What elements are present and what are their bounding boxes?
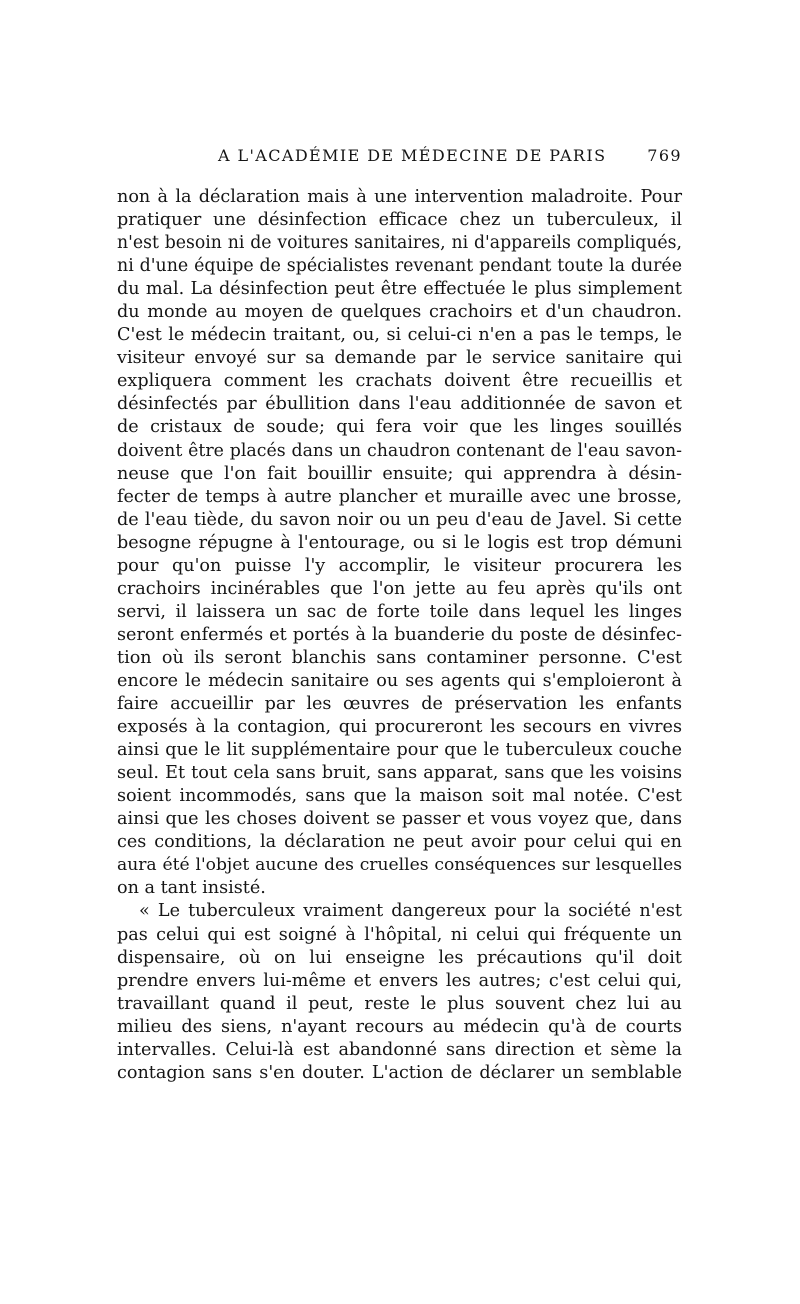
text-line: on a tant insisté. [117,878,266,899]
text-line: de l'eau tiède, du savon noir ou un peu d'eau de Javel. Si cette [117,509,682,530]
text-line: neuse que l'on fait bouillir ensuite; qui apprendra à désin- [117,463,682,484]
text-line: désinfectés par ébullition dans l'eau additionnée de savon et [117,394,682,415]
paragraph [117,186,682,900]
running-title: A L'ACADÉMIE DE MÉDECINE DE PARIS [218,146,607,165]
text-line: soient incommodés, sans que la maison soit mal notée. C'est [117,786,682,807]
text-line: seul. Et tout cela sans bruit, sans apparat, sans que les voisins [117,763,682,784]
text-line: pas celui qui est soigné à l'hôpital, ni celui qui fréquente un [117,924,682,945]
text-line: fecter de temps à autre plancher et muraille avec une brosse, [117,486,682,507]
text-line: besogne répugne à l'entourage, ou si le logis est trop démuni [117,532,682,553]
text-line: tion où ils seront blanchis sans contaminer personne. C'est [117,647,682,668]
text-line: ainsi que les choses doivent se passer et vous voyez que, dans [117,809,682,830]
paragraph [117,900,682,1084]
text-line: du monde au moyen de quelques crachoirs et d'un chaudron. [117,302,682,323]
text-line: travaillant quand il peut, reste le plus souvent chez lui au [117,993,682,1014]
page-number: 769 [647,146,682,165]
text-line: non à la déclaration mais à une intervention maladroite. Pour [117,187,682,207]
text-line: « Le tuberculeux vraiment dangereux pour la société n'est [139,901,682,922]
text-line: n'est besoin ni de voitures sanitaires, ni d'appareils compliqués, [117,233,682,254]
text-line: exposés à la contagion, qui procureront les secours en vivres [117,717,682,738]
text-line: C'est le médecin traitant, ou, si celui-ci n'en a pas le temps, le [117,325,682,346]
text-line: intervalles. Celui-là est abandonné sans direction et sème la [117,1039,682,1060]
text-line: contagion sans s'en douter. L'action de déclarer un semblable [117,1062,682,1083]
text-line: du mal. La désinfection peut être effectuée le plus simplement [117,279,682,300]
text-line: ainsi que le lit supplémentaire pour que le tuberculeux couche [117,740,682,761]
text-line: prendre envers lui-même et envers les autres; c'est celui qui, [117,970,682,991]
text-line: pratiquer une désinfection efficace chez un tuberculeux, il [117,210,682,231]
text-line: seront enfermés et portés à la buanderie du poste de désinfec- [117,624,682,645]
text-line: milieu des siens, n'ayant recours au médecin qu'à de courts [117,1016,682,1037]
text-line: expliquera comment les crachats doivent être recueillis et [117,371,682,392]
text-line: visiteur envoyé sur sa demande par le service sanitaire qui [117,348,682,369]
text-line: dispensaire, où on lui enseigne les précautions qu'il doit [117,947,682,968]
text-line: doivent être placés dans un chaudron contenant de l'eau savon- [117,440,682,461]
text-line: ces conditions, la déclaration ne peut avoir pour celui qui en [117,832,682,853]
body-text [117,186,682,1085]
text-line: faire accueillir par les œuvres de préservation les enfants [117,694,682,715]
text-line: aura été l'objet aucune des cruelles conséquences sur lesquelles [117,855,682,876]
text-line: crachoirs incinérables que l'on jette au feu après qu'ils ont [117,578,682,599]
text-line: encore le médecin sanitaire ou ses agents qui s'emploieront à [117,670,682,691]
text-line: ni d'une équipe de spécialistes revenant pendant toute la durée [117,256,682,277]
text-line: servi, il laissera un sac de forte toile dans lequel les linges [117,601,682,622]
running-head [218,146,682,170]
text-line: pour qu'on puisse l'y accomplir, le visiteur procurera les [117,555,682,576]
text-line: de cristaux de soude; qui fera voir que les linges souillés [117,417,682,438]
